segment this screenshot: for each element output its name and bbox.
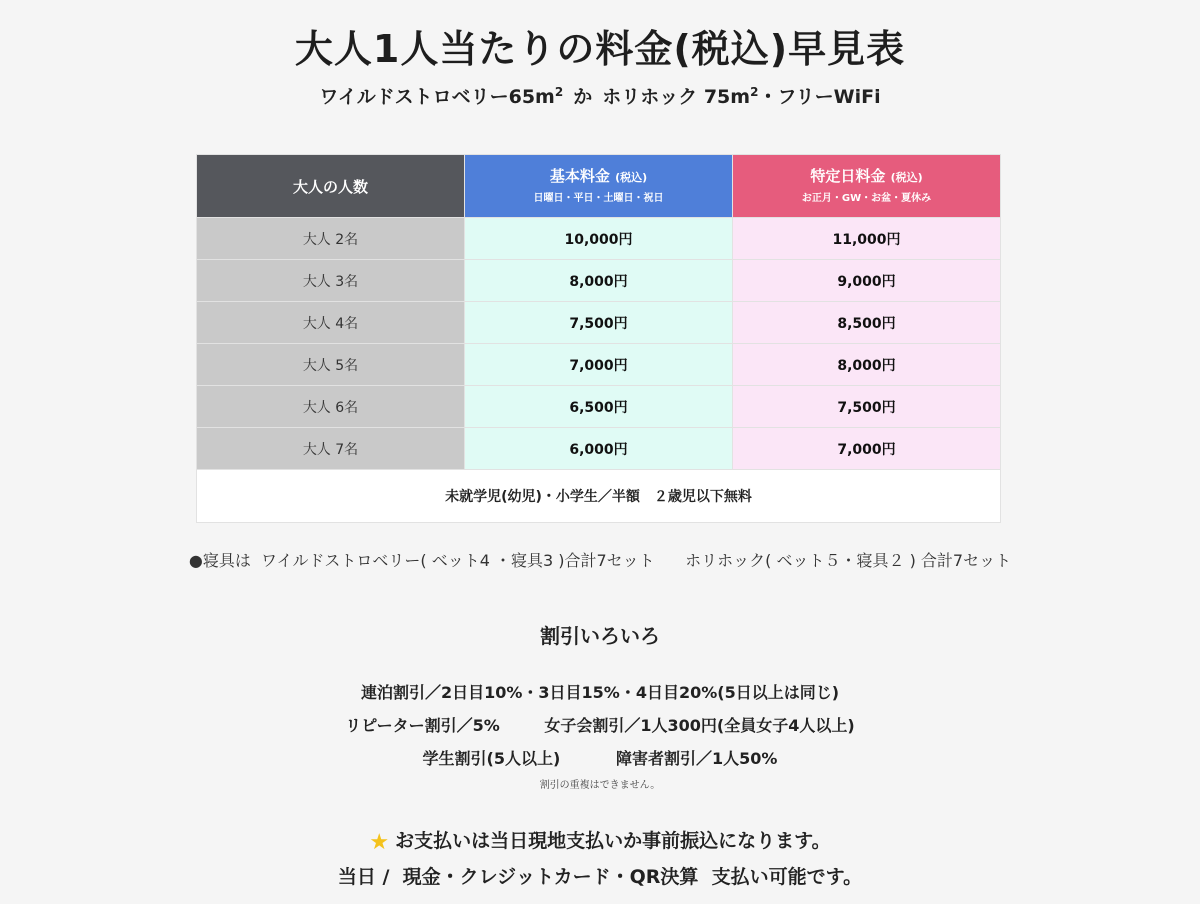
page-title: 大人1人当たりの料金(税込)早見表: [294, 27, 906, 71]
row-adult-count: 大人 4名: [197, 302, 465, 344]
subtitle-room1: ワイルドストロベリー65m: [319, 86, 555, 108]
children-pricing-note: 未就学児(幼児)・小学生／半額 ２歳児以下無料: [197, 470, 1001, 523]
header-basic-days: 日曜日・平日・土曜日・祝日: [533, 192, 664, 204]
header-adult-count: 大人の人数: [197, 155, 465, 218]
subtitle-wifi: ・フリーWiFi: [758, 86, 881, 108]
table-footer-row: [197, 470, 1001, 523]
price-table: [196, 154, 1001, 523]
page-subtitle: [0, 82, 1200, 109]
row-special-price: 7,500円: [733, 386, 1001, 428]
header-special-label: 特定日料金: [810, 166, 886, 185]
row-special-price: 7,000円: [733, 428, 1001, 470]
row-basic-price: 10,000円: [465, 218, 733, 260]
table-header-row: [197, 155, 1001, 218]
header-special-tax: (税込): [890, 170, 923, 184]
table-row: [197, 218, 1001, 260]
table-row: [197, 344, 1001, 386]
subtitle-sup1: 2: [554, 85, 564, 99]
row-basic-price: 6,500円: [465, 386, 733, 428]
discount-student-disability: 学生割引(5人以上) 障害者割引／1人50%: [422, 749, 778, 768]
table-row: [197, 302, 1001, 344]
row-adult-count: 大人 2名: [197, 218, 465, 260]
subtitle-sup2: 2: [750, 85, 759, 99]
header-basic-price: [465, 155, 733, 218]
row-special-price: 9,000円: [733, 260, 1001, 302]
table-row: [197, 386, 1001, 428]
star-icon: ★: [369, 830, 390, 855]
discount-heading: 割引いろいろ: [540, 624, 660, 648]
row-adult-count: 大人 5名: [197, 344, 465, 386]
table-row: [197, 428, 1001, 470]
row-basic-price: 7,500円: [465, 302, 733, 344]
row-basic-price: 6,000円: [465, 428, 733, 470]
discount-note: 割引の重複はできません。: [539, 780, 661, 791]
table-row: [197, 260, 1001, 302]
row-basic-price: 7,000円: [465, 344, 733, 386]
row-basic-price: 8,000円: [465, 260, 733, 302]
row-adult-count: 大人 3名: [197, 260, 465, 302]
subtitle-connector: か: [573, 86, 593, 108]
row-special-price: 8,000円: [733, 344, 1001, 386]
header-basic-label: 基本料金: [549, 166, 610, 185]
payment-methods: 当日 / 現金・クレジットカード・QR決算 支払い可能です。: [337, 866, 863, 888]
payment-info: [0, 826, 1200, 855]
row-adult-count: 大人 7名: [197, 428, 465, 470]
header-special-days: お正月・GW・お盆・夏休み: [801, 192, 932, 204]
discount-consecutive: 連泊割引／2日目10%・3日目15%・4日目20%(5日以上は同じ): [360, 683, 840, 702]
bedding-info: ●寝具は ワイルドストロベリー( ベット4 ・寝具3 )合計7セット ホリホック( ベット５・寝具２ ) 合計7セット: [188, 551, 1012, 570]
row-adult-count: 大人 6名: [197, 386, 465, 428]
header-basic-tax: (税込): [615, 170, 648, 184]
row-special-price: 11,000円: [733, 218, 1001, 260]
payment-line1: お支払いは当日現地支払いか事前振込になります。: [395, 830, 831, 852]
row-special-price: 8,500円: [733, 302, 1001, 344]
discount-repeater-girls: リピーター割引／5% 女子会割引／1人300円(全員女子4人以上): [345, 716, 855, 735]
subtitle-room2: ホリホック 75m: [602, 86, 751, 108]
header-special-price: [733, 155, 1001, 218]
